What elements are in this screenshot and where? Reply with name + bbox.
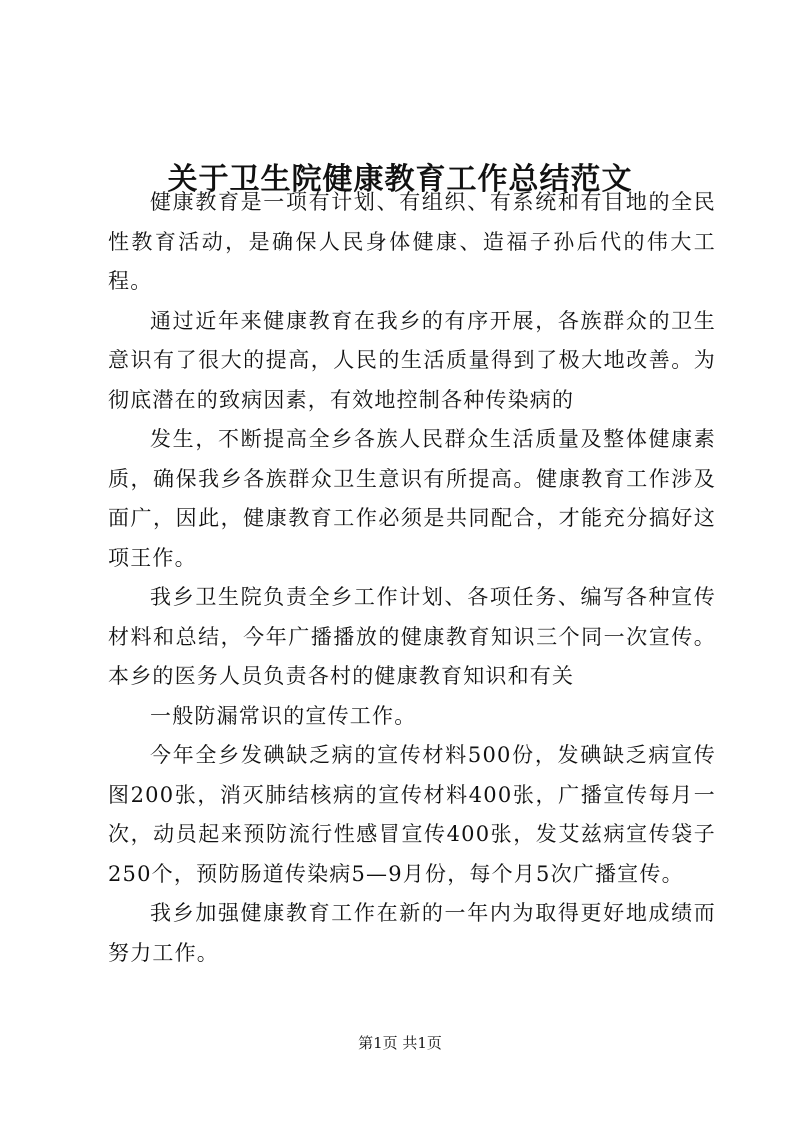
paragraph-4: 我乡卫生院负责全乡工作计划、各项任务、编写各种宣传材料和总结，今年广播播放的健康教育知识三个同一次宣传。本乡的医务人员负责各村的健康教育知识和有关	[108, 585, 716, 688]
paragraph-7: 我乡加强健康教育工作在新的一年内为取得更好地成绩而努力工作。	[108, 901, 716, 965]
document-title: 关于卫生院健康教育工作总结范文	[167, 162, 633, 198]
paragraph-1: 健康教育是一项有计划、有组织、有系统和有目地的全民性教育活动，是确保人民身体健康、造福子孙后代的伟大工程。	[108, 190, 716, 293]
page-footer: 第1页 共1页	[358, 1034, 442, 1052]
paragraph-3: 发生，不断提高全乡各族人民群众生活质量及整体健康素质，确保我乡各族群众卫生意识有所提高。健康教育工作涉及面广，因此，健康教育工作必须是共同配合，才能充分搞好这项王作。	[108, 427, 716, 570]
paragraph-2: 通过近年来健康教育在我乡的有序开展，各族群众的卫生意识有了很大的提高，人民的生活质量得到了极大地改善。为彻底潜在的致病因素，有效地控制各种传染病的	[108, 308, 716, 412]
document-body	[108, 183, 716, 973]
paragraph-5: 一般防漏常识的宣传工作。	[150, 703, 417, 728]
paragraph-6: 今年全乡发碘缺乏病的宣传材料500份，发碘缺乏病宣传图200张，消灭肺结核病的宣传材料400张，广播宣传每月一次，动员起来预防流行性感冒宣传400张，发艾兹病宣传袋子250个，预防肠道传染病5—9月份，每个月5次广播宣传。	[108, 743, 716, 886]
